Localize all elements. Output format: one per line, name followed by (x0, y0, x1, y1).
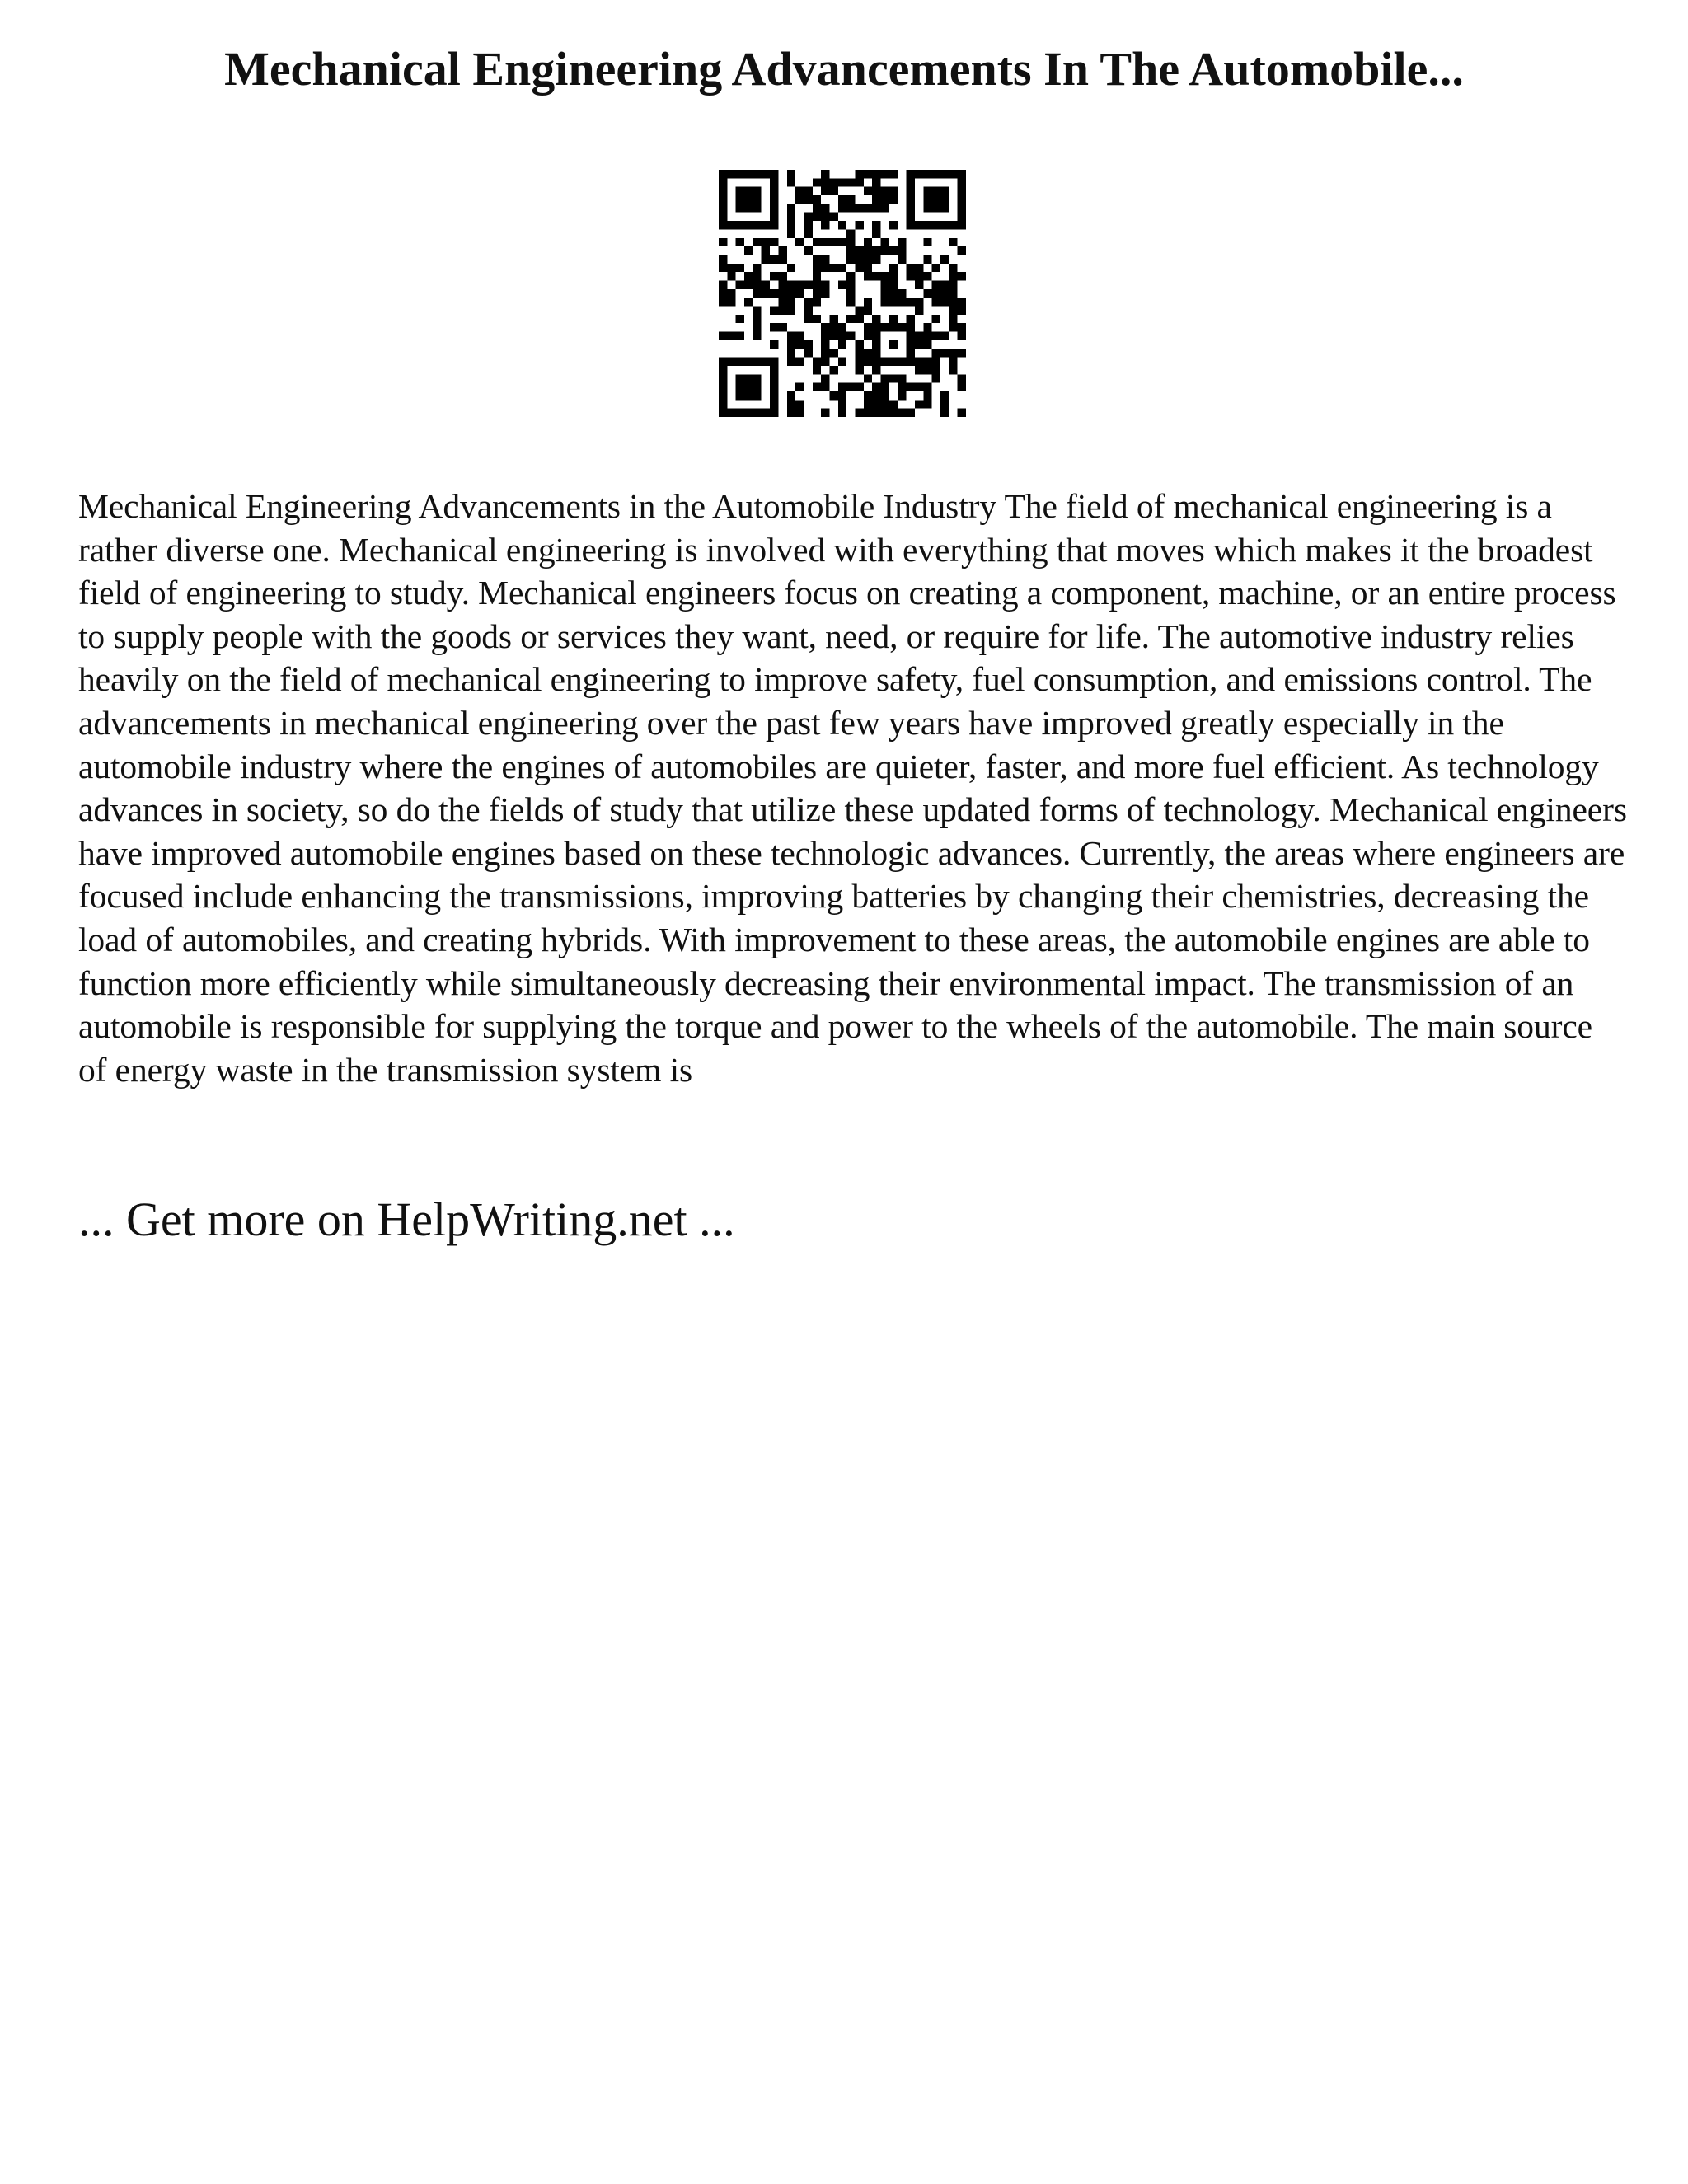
page-title: Mechanical Engineering Advancements In The Automobile... (224, 42, 1464, 96)
body-paragraph: Mechanical Engineering Advancements in the Automobile Industry The field of mechanical engineering is a rather diverse one. Mechanical engineering is involved with everything that moves which makes it the broadest field of engineering to study. Mechanical engineers focus on creating a component, machine, or an entire process to supply people with the goods or services they want, need, or require for life. The automotive industry relies heavily on the field of mechanical engineering to improve safety, fuel consumption, and emissions control. The advancements in mechanical engineering over the past few years have improved greatly especially in the automobile industry where the engines of automobiles are quieter, faster, and more fuel efficient. As technology advances in society, so do the fields of study that utilize these updated forms of technology. Mechanical engineers have improved automobile engines based on these technologic advances. Currently, the areas where engineers are focused include enhancing the transmissions, improving batteries by changing their chemistries, decreasing the load of automobiles, and creating hybrids. With improvement to these areas, the automobile engines are able to function more efficiently while simultaneously decreasing their environmental impact. The transmission of an automobile is responsible for supplying the torque and power to the wheels of the automobile. The main source of energy waste in the transmission system is (78, 487, 1627, 1089)
get-more-link[interactable]: ... Get more on HelpWriting.net ... (78, 1193, 735, 1246)
qr-code-icon[interactable] (719, 170, 966, 417)
